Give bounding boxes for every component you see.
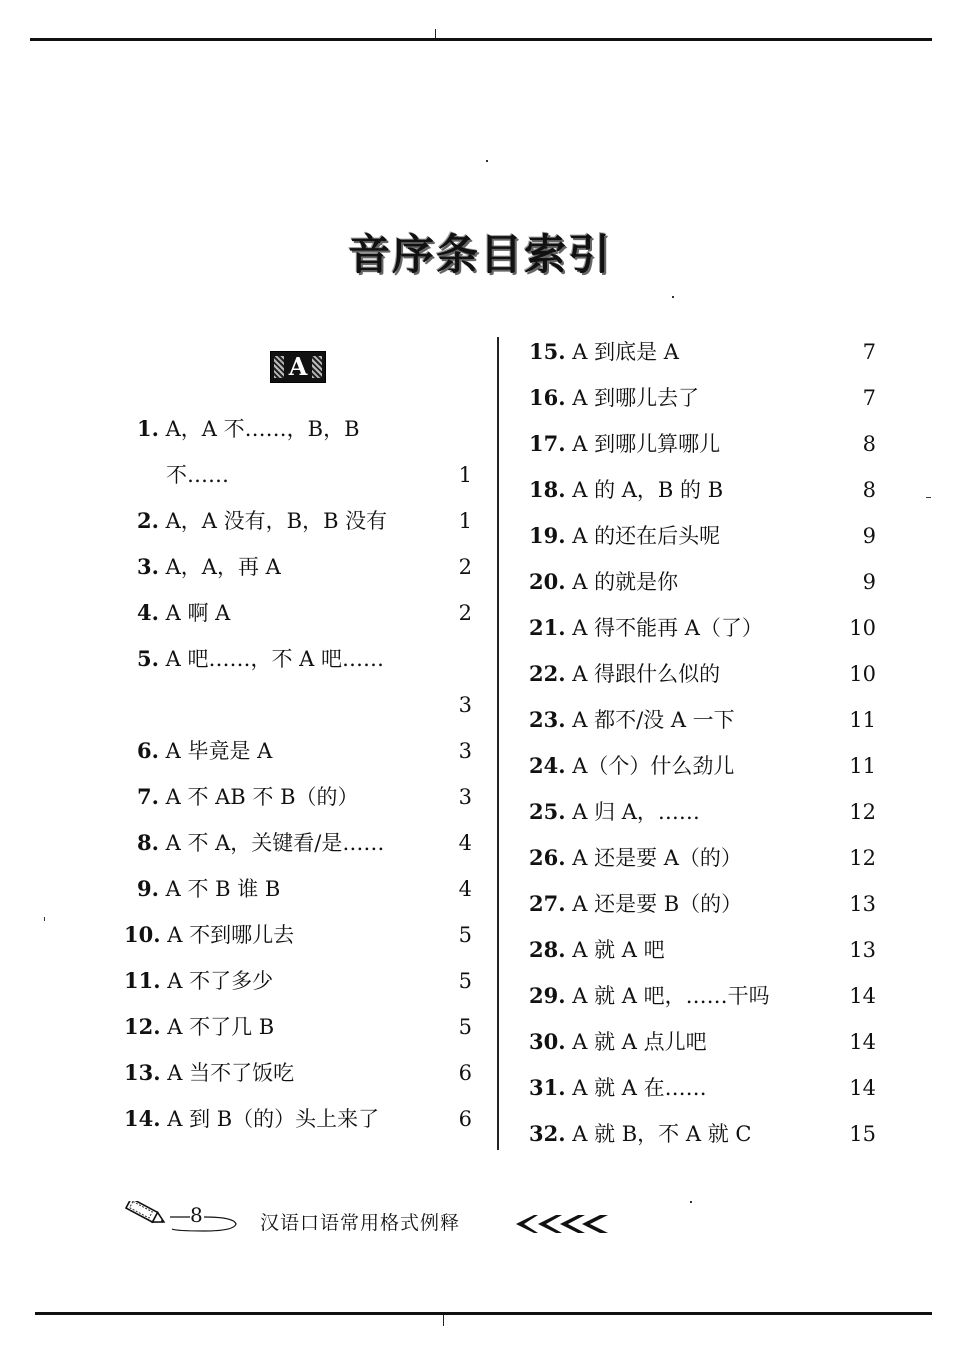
page-number: 3 bbox=[458, 785, 472, 809]
index-entry[interactable]: 10. A 不到哪儿去 bbox=[124, 922, 295, 947]
index-entry[interactable]: 26. A 还是要 A（的） bbox=[529, 845, 742, 870]
page-number: 7 bbox=[862, 386, 876, 410]
index-entry[interactable]: 2. A，A 没有，B，B 没有 bbox=[137, 508, 388, 533]
bottom-rule bbox=[35, 1312, 932, 1315]
index-entry-continuation: 不…… bbox=[166, 463, 229, 487]
index-entry[interactable]: 4. A 啊 A bbox=[137, 600, 231, 625]
index-entry[interactable]: 21. A 得不能再 A（了） bbox=[529, 615, 763, 640]
index-entry[interactable]: 22. A 得跟什么似的 bbox=[529, 661, 721, 686]
page-number: 6 bbox=[458, 1061, 472, 1085]
page-number: 12 bbox=[849, 800, 876, 824]
index-entry[interactable]: 28. A 就 A 吧 bbox=[529, 937, 665, 962]
page-number: 8 bbox=[862, 432, 876, 456]
page-number: 11 bbox=[849, 708, 876, 732]
index-entry[interactable]: 5. A 吧……，不 A 吧…… bbox=[137, 646, 384, 671]
index-entry[interactable]: 12. A 不了几 B bbox=[124, 1014, 275, 1039]
index-entry[interactable]: 1. A，A 不……，B，B bbox=[137, 416, 360, 441]
index-entry[interactable]: 14. A 到 B（的）头上来了 bbox=[124, 1106, 380, 1131]
page-title: 音序条目索引 bbox=[347, 230, 612, 279]
index-entry[interactable]: 19. A 的还在后头呢 bbox=[529, 523, 721, 548]
page-number: 5 bbox=[458, 969, 472, 993]
page-number: 15 bbox=[849, 1122, 876, 1146]
page-number: 11 bbox=[849, 754, 876, 778]
column-divider bbox=[497, 337, 499, 1150]
page-number: 10 bbox=[849, 662, 876, 686]
page-number: 13 bbox=[849, 938, 876, 962]
page-number: 2 bbox=[458, 555, 472, 579]
page-number: 14 bbox=[849, 1076, 876, 1100]
book-title: 汉语口语常用格式例释 bbox=[260, 1212, 461, 1234]
chevrons-icon bbox=[512, 1213, 612, 1235]
page-number: 6 bbox=[458, 1107, 472, 1131]
page-number: 8 bbox=[862, 478, 876, 502]
scan-speck bbox=[926, 497, 931, 498]
index-entry[interactable]: 11. A 不了多少 bbox=[124, 968, 274, 993]
index-entry[interactable]: 23. A 都不/没 A 一下 bbox=[529, 707, 735, 732]
page-number: 14 bbox=[849, 984, 876, 1008]
folio-page-number: 8 bbox=[190, 1203, 203, 1227]
index-entry[interactable]: 20. A 的就是你 bbox=[529, 569, 679, 594]
index-entry[interactable]: 32. A 就 B，不 A 就 C bbox=[529, 1121, 752, 1146]
index-entry[interactable]: 16. A 到哪儿去了 bbox=[529, 385, 700, 410]
page-number: 9 bbox=[862, 570, 876, 594]
index-entry[interactable]: 17. A 到哪儿算哪儿 bbox=[529, 431, 721, 456]
section-letter: A bbox=[288, 352, 308, 381]
bottom-rule-tick bbox=[443, 1315, 444, 1326]
page-number: 14 bbox=[849, 1030, 876, 1054]
index-entry[interactable]: 15. A 到底是 A bbox=[529, 339, 679, 364]
index-entry[interactable]: 31. A 就 A 在…… bbox=[529, 1075, 707, 1100]
index-entry[interactable]: 25. A 归 A，…… bbox=[529, 799, 700, 824]
index-entry[interactable]: 24. A（个）什么劲儿 bbox=[529, 753, 735, 778]
page-number: 3 bbox=[458, 693, 472, 717]
page-number: 4 bbox=[458, 877, 472, 901]
page-number: 12 bbox=[849, 846, 876, 870]
scan-speck bbox=[690, 1201, 692, 1203]
section-letter-badge bbox=[270, 351, 326, 383]
folio-ellipse-icon bbox=[168, 1207, 240, 1233]
page-number: 1 bbox=[458, 463, 472, 487]
index-entry[interactable]: 7. A 不 AB 不 B（的） bbox=[137, 784, 359, 809]
page-number: 13 bbox=[849, 892, 876, 916]
index-entry[interactable]: 8. A 不 A，关键看/是…… bbox=[137, 830, 385, 855]
index-entry[interactable]: 18. A 的 A，B 的 B bbox=[529, 477, 724, 502]
page-number: 3 bbox=[458, 739, 472, 763]
index-entry[interactable]: 6. A 毕竟是 A bbox=[137, 738, 273, 763]
index-entry[interactable]: 9. A 不 B 谁 B bbox=[137, 876, 281, 901]
page-number: 9 bbox=[862, 524, 876, 548]
index-entry[interactable]: 30. A 就 A 点儿吧 bbox=[529, 1029, 707, 1054]
page-number: 5 bbox=[458, 923, 472, 947]
page-number: 1 bbox=[458, 509, 472, 533]
page-number: 7 bbox=[862, 340, 876, 364]
top-rule bbox=[30, 38, 932, 41]
scan-speck bbox=[486, 160, 488, 162]
page-footer bbox=[120, 1195, 640, 1245]
page-number: 2 bbox=[458, 601, 472, 625]
scan-speck bbox=[44, 917, 45, 921]
scan-speck bbox=[672, 296, 674, 298]
index-entry[interactable]: 3. A，A，再 A bbox=[137, 554, 281, 579]
page-number: 5 bbox=[458, 1015, 472, 1039]
pencil-icon bbox=[124, 1201, 168, 1225]
index-entry[interactable]: 13. A 当不了饭吃 bbox=[124, 1060, 295, 1085]
page-number: 10 bbox=[849, 616, 876, 640]
index-entry[interactable]: 29. A 就 A 吧，……干吗 bbox=[529, 983, 770, 1008]
page-number: 4 bbox=[458, 831, 472, 855]
index-entry[interactable]: 27. A 还是要 B（的） bbox=[529, 891, 743, 916]
